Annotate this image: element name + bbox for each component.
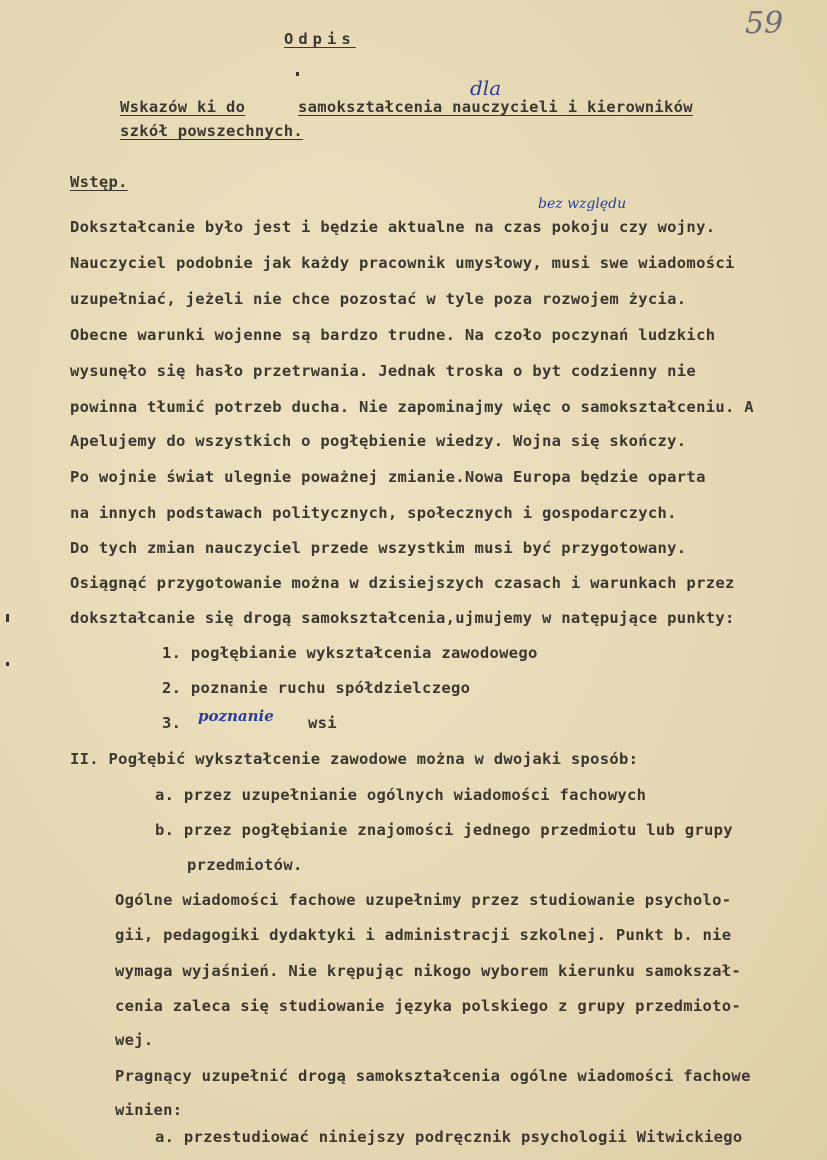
body-line: wymaga wyjaśnień. Nie krępując nikogo wyborem kierunku samokszał- (115, 962, 742, 980)
body-line: a. przestudiować niniejszy podręcznik psychologii Witwickiego (155, 1128, 743, 1146)
body-line: dokształcanie się drogą samokształcenia,ujmujemy w natępujące punkty: (70, 609, 735, 627)
document-title: Odpis (284, 30, 356, 48)
list-item: 2. poznanie ruchu spółdzielczego (162, 679, 471, 697)
list-item: 1. pogłębianie wykształcenia zawodowego (162, 644, 538, 662)
annotation-poznanie: poznanie (198, 707, 274, 725)
body-line: gii, pedagogiki dydaktyki i administracji szkolnej. Punkt b. nie (115, 926, 732, 944)
body-line: powinna tłumić potrzeb ducha. Nie zapominajmy więc o samokształceniu. A (70, 398, 754, 416)
heading-line1-part2: samokształcenia nauczycieli i kierowników (298, 98, 693, 116)
body-line: Do tych zmian nauczyciel przede wszystkim musi być przygotowany. (70, 539, 687, 557)
margin-mark (6, 614, 9, 622)
heading-line1-part1: Wskazów ki do (120, 98, 246, 116)
page-number: 59 (745, 6, 784, 41)
insert-dla-handwritten: dla (470, 76, 502, 100)
body-line: Nauczyciel podobnie jak każdy pracownik umysłowy, musi swe wiadomości (70, 254, 735, 272)
list-item-text: wsi (308, 714, 337, 732)
body-line: Po wojnie świat ulegnie poważnej zmianie.Nowa Europa będzie oparta (70, 468, 706, 486)
body-line: wysunęło się hasło przetrwania. Jednak troska o byt codzienny nie (70, 362, 697, 380)
body-line: winien: (115, 1101, 183, 1119)
heading-line2: szkół powszechnych. (120, 122, 304, 140)
annotation-bez-wzgledu: bez względu (538, 196, 627, 212)
sub-item: a. przez uzupełnianie ogólnych wiadomości fachowych (155, 786, 647, 804)
section-two-heading: II. Pogłębić wykształcenie zawodowe można w dwojaki sposób: (70, 750, 639, 768)
list-item-number: 3. (162, 714, 182, 732)
body-line: na innych podstawach politycznych, społecznych i gospodarczych. (70, 504, 677, 522)
stray-dot (296, 72, 299, 76)
body-line: wej. (115, 1031, 154, 1049)
sub-item: b. przez pogłębianie znajomości jednego przedmiotu lub grupy (155, 821, 733, 839)
body-line: Osiągnąć przygotowanie można w dzisiejszych czasach i warunkach przez (70, 574, 735, 592)
margin-mark (6, 662, 9, 666)
body-line: Pragnący uzupełnić drogą samokształcenia ogólne wiadomości fachowe (115, 1067, 751, 1085)
body-line: Dokształcanie było jest i będzie aktualne na czas pokoju czy wojny. (70, 218, 716, 236)
body-line: uzupełniać, jeżeli nie chce pozostać w tyle poza rozwojem życia. (70, 290, 687, 308)
body-line: Obecne warunki wojenne są bardzo trudne. Na czoło poczynań ludzkich (70, 326, 716, 344)
section-intro-heading: Wstęp. (70, 173, 128, 191)
sub-item-continued: przedmiotów. (187, 856, 303, 874)
body-line: Ogólne wiadomości fachowe uzupełnimy przez studiowanie psycholo- (115, 891, 732, 909)
body-line: cenia zaleca się studiowanie języka polskiego z grupy przedmioto- (115, 997, 742, 1015)
body-line: Apelujemy do wszystkich o pogłębienie wiedzy. Wojna się skończy. (70, 432, 687, 450)
